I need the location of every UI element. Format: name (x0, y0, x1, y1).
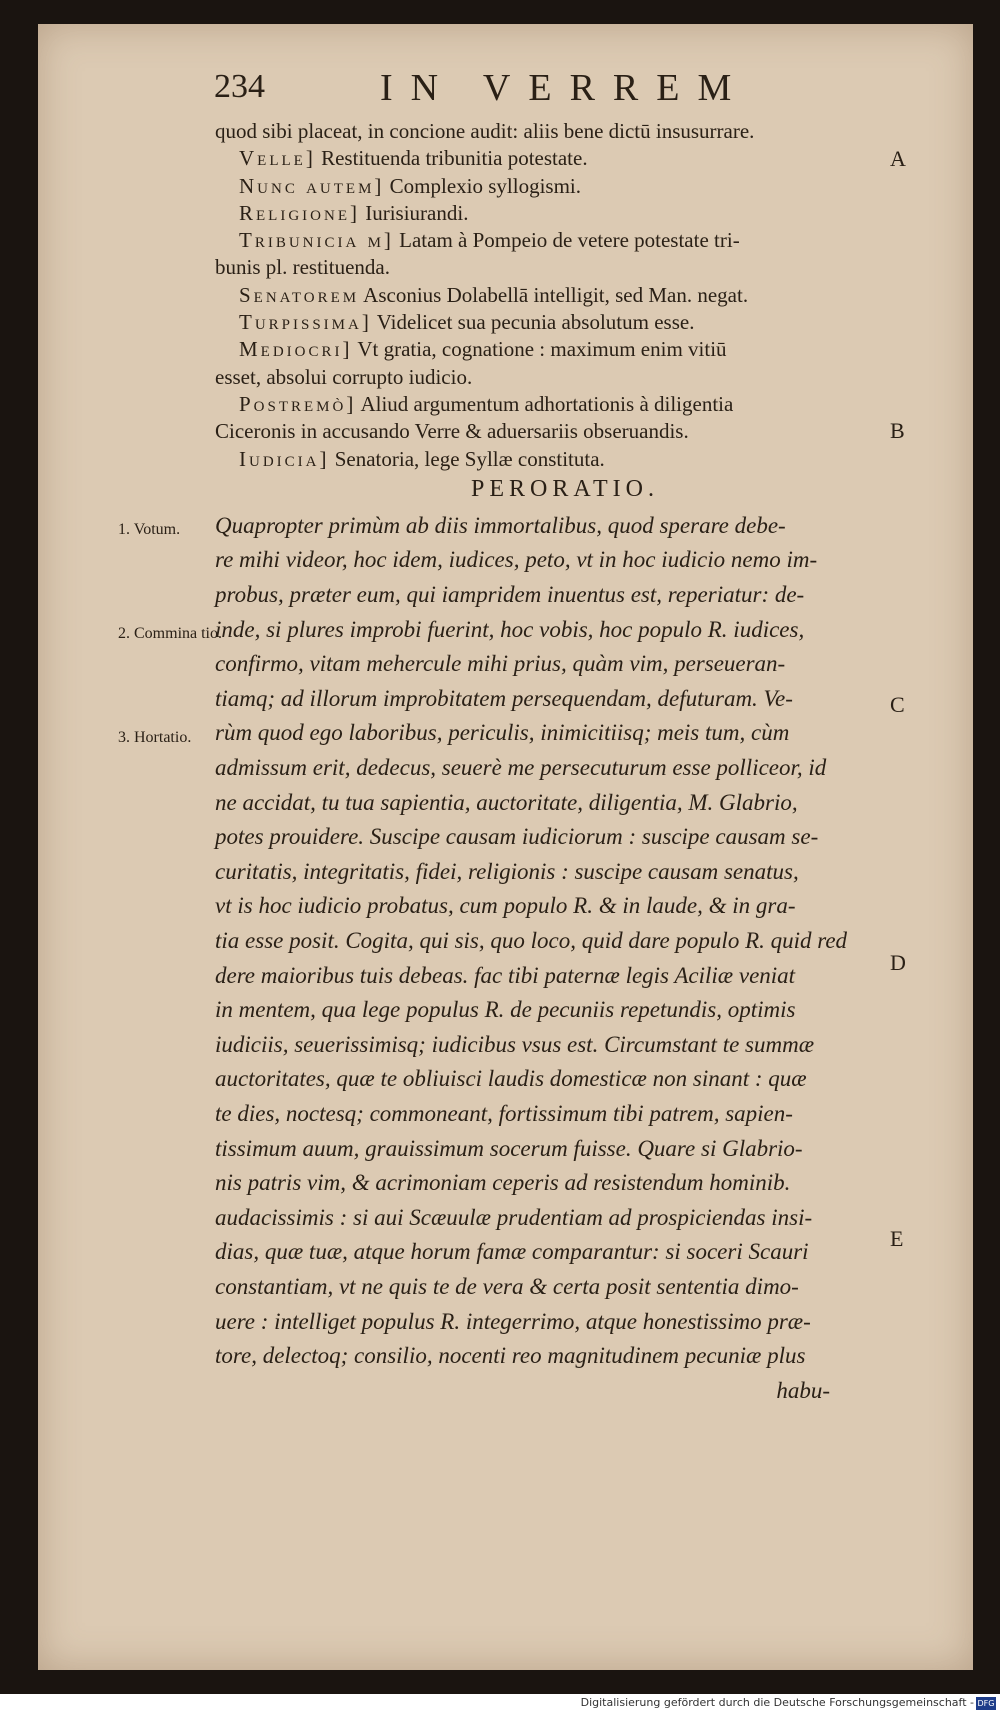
dfg-logo-icon: DFG (977, 1699, 995, 1708)
commentary-line: Religione] Iurisiurandi. (239, 200, 469, 225)
text-line: tissimum auum, grauissimum socerum fuisse. Quare si Glabrio- (215, 1135, 803, 1161)
text-line: tia esse posit. Cogita, qui sis, quo loco, quid dare populo R. quid red (215, 927, 848, 953)
text-line: re mihi videor, hoc idem, iudices, peto, vt in hoc iudicio nemo im- (215, 547, 818, 573)
footer-credit: Digitalisierung gefördert durch die Deutsche Forschungsgemeinschaft - (580, 1696, 974, 1709)
text-line: curitatis, integritatis, fidei, religionis : suscipe causam senatus, (215, 858, 799, 884)
text-line: dere maioribus tuis debeas. fac tibi paternæ legis Aciliæ veniat (215, 962, 796, 988)
commentary-line: Iudicia] Senatoria, lege Syllæ constituta. (239, 446, 605, 471)
commentary-line: esset, absolui corrupto iudicio. (215, 364, 473, 389)
text-line: rùm quod ego laboribus, periculis, inimicitiisq; meis tum, cùm (215, 720, 790, 746)
text-line: probus, præter eum, qui iampridem inuentus est, reperiatur: de- (215, 582, 805, 608)
section-title: PERORATIO. (470, 475, 659, 502)
margin-note: 1. Votum. (118, 521, 181, 538)
margin-letter: B (890, 418, 905, 443)
page-header (0, 68, 1000, 118)
text-line: uere : intelliget populus R. integerrimo, atque honestissimo præ- (215, 1308, 811, 1334)
commentary-line: Senatorem Asconius Dolabellā intelligit, sed Man. negat. (239, 282, 749, 307)
commentary-line: Mediocri] Vt gratia, cognatione : maximum enim vitiū (239, 337, 727, 362)
text-line: ne accidat, tu tua sapientia, auctoritate, diligentia, M. Glabrio, (215, 789, 798, 815)
digitization-footer (0, 1694, 1000, 1714)
margin-note: 3. Hortatio. (118, 729, 192, 746)
running-head: IN VERREM (380, 67, 750, 109)
commentary-line: Turpissima] Videlicet sua pecunia absolutum esse. (239, 310, 695, 335)
text-line: tore, delectoq; consilio, nocenti reo magnitudinem pecuniæ plus (215, 1343, 806, 1369)
margin-letter: A (890, 146, 906, 171)
page-body (215, 118, 915, 1408)
commentary-line: Velle] Restituenda tribunitia potestate. (239, 146, 588, 171)
peroratio-text (215, 509, 915, 1408)
text-line: constantiam, vt ne quis te de vera & certa posit sententia dimo- (215, 1273, 799, 1299)
text-line: Quapropter primùm ab diis immortalibus, quod sperare debe- (215, 512, 786, 538)
margin-letter: E (890, 1226, 904, 1251)
text-line: te dies, noctesq; commoneant, fortissimum tibi patrem, sapien- (215, 1100, 793, 1126)
text-line: tiamq; ad illorum improbitatem persequendam, defuturam. Ve- (215, 685, 793, 711)
commentary-block (215, 118, 915, 473)
text-line: potes prouidere. Suscipe causam iudiciorum : suscipe causam se- (215, 824, 819, 850)
text-line: auctoritates, quæ te obliuisci laudis domesticæ non sinant : quæ (215, 1066, 807, 1092)
page-number: 234 (214, 68, 265, 105)
commentary-line: Tribunicia m] Latam à Pompeio de vetere potestate tri- (239, 228, 740, 253)
text-line: inde, si plures improbi fuerint, hoc vobis, hoc populo R. iudices, (215, 616, 805, 642)
catchword: habu- (776, 1377, 830, 1403)
text-line: confirmo, vitam mehercule mihi prius, quàm vim, perseueran- (215, 651, 786, 677)
text-line: dias, quæ tuæ, atque horum famæ comparantur: si soceri Scauri (215, 1239, 809, 1265)
margin-letter: D (890, 950, 906, 975)
text-line: audacissimis : si aui Scæuulæ prudentiam ad prospiciendas insi- (215, 1204, 813, 1230)
commentary-line: Ciceronis in accusando Verre & aduersariis obseruandis. (215, 419, 689, 444)
text-line: iudiciis, seuerissimisq; iudicibus vsus est. Circumstant te summæ (215, 1031, 815, 1057)
commentary-line: Nunc autem] Complexio syllogismi. (239, 173, 582, 198)
margin-note: 2. Commina tio. (118, 625, 222, 642)
commentary-line: Postremò] Aliud argumentum adhortationis à diligentia (239, 391, 734, 416)
text-line: vt is hoc iudicio probatus, cum populo R. & in laude, & in gra- (215, 893, 796, 919)
text-line: nis patris vim, & acrimoniam ceperis ad resistendum hominib. (215, 1170, 791, 1196)
commentary-line: bunis pl. restituenda. (215, 255, 390, 280)
text-line: admissum erit, dedecus, seuerè me persecuturum esse polliceor, id (215, 755, 827, 781)
text-line: in mentem, qua lege populus R. de pecuniis repetundis, optimis (215, 997, 796, 1023)
margin-letter: C (890, 692, 905, 717)
commentary-line: quod sibi placeat, in concione audit: aliis bene dictū insusurrare. (215, 119, 755, 143)
